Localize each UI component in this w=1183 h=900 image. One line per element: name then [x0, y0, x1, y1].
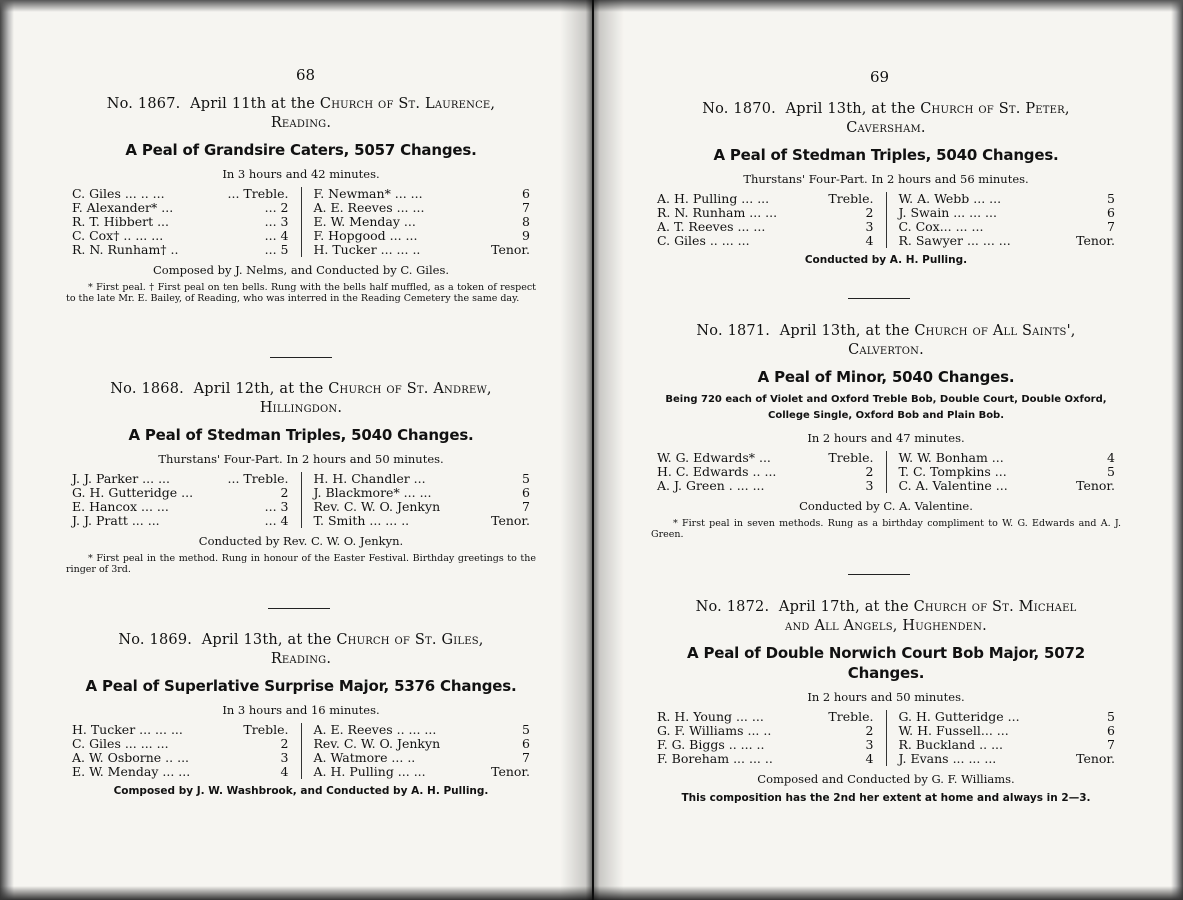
bell-number: Tenor. — [491, 513, 530, 528]
footnote: * First peal. † First peal on ten bells. Rung with the bells half muffled, as a token of respect to the late Mr. E. Bailey, of Reading, who was interred in the Reading Cemetery the same day. — [66, 282, 536, 304]
bell-number: Treble. — [828, 450, 874, 465]
ringer — [314, 229, 531, 243]
ringer-name: F. G. Biggs .. ... .. — [657, 737, 765, 752]
ringer-name: F. Newman* ... ... — [313, 186, 423, 201]
ringer-name: J. J. Pratt ... ... — [72, 513, 160, 528]
entry-heading — [651, 100, 1121, 138]
bell-number: 5 — [522, 471, 530, 486]
ringer — [72, 500, 289, 514]
ringer-name: F. Hopgood ... ... — [313, 228, 418, 243]
ringer-name: R. Sawyer ... ... ... — [898, 233, 1011, 248]
peal-methods: Being 720 each of Violet and Oxford Treble Bob, Double Court, Double Oxford, College Single, Oxford Bob and Plain Bob. — [665, 394, 1107, 421]
conducted-by: Conducted by C. A. Valentine. — [799, 499, 973, 513]
right-page — [594, 0, 1183, 900]
ringer — [657, 451, 874, 465]
entry-date: April 13th, at the — [779, 323, 910, 339]
section-divider — [848, 298, 910, 299]
entry-heading — [66, 380, 536, 418]
ringers-right — [301, 472, 537, 528]
conducted-by: Conducted by Rev. C. W. O. Jenkyn. — [198, 534, 404, 548]
ringer — [657, 710, 874, 724]
peal-time: In 3 hours and 16 minutes. — [222, 703, 380, 717]
bell-number: 8 — [522, 214, 530, 229]
peal-title: A Peal of Minor, 5040 Changes. — [757, 368, 1015, 386]
peal-time: In 2 hours and 47 minutes. — [807, 431, 965, 445]
ringer-name: C. Giles .. ... ... — [657, 233, 750, 248]
entry-heading — [651, 322, 1121, 360]
ringer — [72, 723, 289, 737]
entry-church: Church of St. Peter, — [920, 101, 1070, 117]
ringer-name: H. Tucker ... ... ... — [72, 722, 183, 737]
ringer-name: A. W. Osborne .. ... — [72, 750, 190, 765]
peal-time: In 2 hours and 50 minutes. — [807, 690, 965, 704]
bell-number: 9 — [522, 228, 530, 243]
ringer — [657, 738, 874, 752]
bell-number: 7 — [1107, 219, 1115, 234]
ringer-name: R. N. Runham† .. — [72, 242, 179, 257]
ringer — [72, 751, 289, 765]
ringer — [657, 465, 874, 479]
bell-number: 2 — [865, 205, 874, 220]
ringer — [899, 710, 1116, 724]
ringer — [899, 220, 1116, 234]
peal-time: In 3 hours and 42 minutes. — [222, 167, 380, 181]
ringer-name: J. Blackmore* ... ... — [313, 485, 432, 500]
ringers-left — [651, 192, 886, 248]
peal-title: A Peal of Double Norwich Court Bob Major, 5072 Changes. — [687, 644, 1085, 682]
ringer-name: A. H. Pulling ... ... — [657, 191, 770, 206]
ringer-name: G. H. Gutteridge ... — [898, 709, 1020, 724]
ringers-left — [66, 472, 301, 528]
peal-time: Thurstans' Four-Part. In 2 hours and 56 minutes. — [743, 172, 1029, 186]
ringer-name: R. H. Young ... ... — [657, 709, 764, 724]
ringers-right — [886, 192, 1122, 248]
ringer-name: R. Buckland .. ... — [898, 737, 1003, 752]
ringer-name: Rev. C. W. O. Jenkyn — [313, 736, 441, 751]
ringer — [72, 514, 289, 528]
entry-number: No. 1870. — [702, 101, 776, 117]
bell-number: ... 2 — [264, 200, 289, 215]
bell-number: 3 — [865, 478, 874, 493]
entry-church: Church of St. Michael — [913, 599, 1077, 615]
peal-entry-1868 — [66, 380, 536, 575]
peal-entry-1870 — [651, 100, 1121, 266]
ringer — [314, 723, 531, 737]
bell-number: Treble. — [243, 722, 289, 737]
page-edge-shadow — [1171, 0, 1183, 900]
ringer — [72, 187, 289, 201]
ringer — [899, 451, 1116, 465]
ringer-name: C. Giles ... ... ... — [72, 736, 169, 751]
entry-number: No. 1869. — [118, 632, 193, 648]
peal-entry-1869 — [66, 631, 536, 797]
bell-number: ... Treble. — [227, 186, 289, 201]
ringers-band — [651, 710, 1121, 766]
ringer-name: E. Hancox ... ... — [72, 499, 169, 514]
bell-number: 4 — [1107, 450, 1115, 465]
peal-entry-1867 — [66, 95, 536, 304]
bell-number: 7 — [522, 499, 530, 514]
ringer-name: J. Evans ... ... ... — [898, 751, 997, 766]
bell-number: 7 — [522, 200, 530, 215]
bell-number: 5 — [522, 722, 530, 737]
ringer-name: A. E. Reeves .. ... ... — [313, 722, 437, 737]
peal-entry-1872 — [651, 598, 1121, 804]
ringers-band — [651, 451, 1121, 493]
bell-number: 6 — [522, 485, 530, 500]
ringer-name: F. Alexander* ... — [72, 200, 174, 215]
ringer-name: G. H. Gutteridge ... — [72, 485, 194, 500]
ringers-left — [651, 710, 886, 766]
page-number: 68 — [296, 66, 316, 84]
ringer — [899, 752, 1116, 766]
page-edge-shadow — [594, 886, 1183, 900]
entry-church: Church of All Saints', — [914, 323, 1076, 339]
bell-number: Tenor. — [491, 242, 530, 257]
bell-number: 6 — [522, 736, 530, 751]
entry-place: Reading. — [270, 651, 332, 667]
ringer-name: A. E. Reeves ... ... — [313, 200, 425, 215]
ringer — [657, 724, 874, 738]
conducted-by: Composed and Conducted by G. F. Williams. — [757, 772, 1015, 786]
entry-place: Calverton. — [848, 342, 924, 358]
bell-number: Treble. — [828, 191, 874, 206]
bell-number: 5 — [1107, 709, 1115, 724]
ringer — [314, 514, 531, 528]
bell-number: Tenor. — [1076, 233, 1115, 248]
ringer — [314, 765, 531, 779]
entry-church: Church of St. Laurence, — [319, 96, 496, 112]
section-divider — [848, 574, 910, 575]
ringer-name: W. A. Webb ... ... — [898, 191, 1002, 206]
bell-number: 6 — [1107, 723, 1115, 738]
bell-number: Tenor. — [491, 764, 530, 779]
page-edge-shadow — [594, 0, 1183, 12]
bell-number: 2 — [280, 736, 289, 751]
ringer-name: A. J. Green . ... ... — [657, 478, 765, 493]
entry-heading — [66, 95, 536, 133]
ringer — [657, 234, 874, 248]
ringer-name: C. A. Valentine ... — [898, 478, 1008, 493]
ringer — [899, 738, 1116, 752]
ringer — [899, 724, 1116, 738]
ringers-left — [66, 187, 301, 257]
conducted-by: Composed by J. W. Washbrook, and Conducted by A. H. Pulling. — [113, 785, 489, 797]
section-divider — [268, 608, 330, 609]
ringer-name: R. N. Runham ... ... — [657, 205, 778, 220]
ringer-name: A. H. Pulling ... ... — [313, 764, 426, 779]
ringer-name: C. Cox† .. ... ... — [72, 228, 164, 243]
ringers-right — [886, 710, 1122, 766]
ringer — [314, 472, 531, 486]
entry-place: Hillingdon. — [259, 400, 343, 416]
entry-heading — [651, 598, 1121, 636]
ringer — [314, 201, 531, 215]
entry-date: April 11th at the — [190, 96, 316, 112]
ringer — [314, 751, 531, 765]
entry-number: No. 1867. — [106, 96, 181, 112]
ringer — [657, 220, 874, 234]
ringer-name: C. Giles ... .. ... — [72, 186, 165, 201]
section-divider — [270, 357, 332, 358]
ringer — [657, 479, 874, 493]
bell-number: ... 4 — [264, 228, 289, 243]
bell-number: 3 — [280, 750, 289, 765]
ringer — [314, 187, 531, 201]
bell-number: 6 — [522, 186, 530, 201]
peal-entry-1871 — [651, 322, 1121, 540]
ringer-name: H. Tucker ... ... .. — [313, 242, 421, 257]
ringer-name: W. H. Fussell... ... — [898, 723, 1009, 738]
entry-date: April 13th, at the — [785, 101, 916, 117]
ringer — [899, 234, 1116, 248]
entry-place: Caversham. — [846, 120, 926, 136]
entry-date: April 17th, at the — [778, 599, 909, 615]
peal-title: A Peal of Grandsire Caters, 5057 Changes. — [125, 141, 477, 159]
ringer-name: J. J. Parker ... ... — [72, 471, 170, 486]
bell-number: 5 — [1107, 464, 1115, 479]
ringer-name: E. W. Menday ... ... — [72, 764, 191, 779]
bell-number: 2 — [280, 485, 289, 500]
entry-number: No. 1871. — [696, 323, 771, 339]
page-edge-shadow — [0, 886, 592, 900]
ringer-name: E. W. Menday ... — [313, 214, 416, 229]
ringer-name: C. Cox... ... ... — [898, 219, 984, 234]
ringer-name: H. C. Edwards .. ... — [657, 464, 777, 479]
ringer — [899, 479, 1116, 493]
bell-number: 3 — [865, 219, 874, 234]
bell-number: 4 — [280, 764, 289, 779]
ringer — [72, 243, 289, 257]
footnote: * First peal in seven methods. Rung as a birthday compliment to W. G. Edwards and A. J. Green. — [651, 518, 1121, 540]
ringers-band — [651, 192, 1121, 248]
ringer-name: H. H. Chandler ... — [313, 471, 426, 486]
page-edge-shadow — [0, 0, 14, 900]
ringer — [72, 765, 289, 779]
ringers-band — [66, 187, 536, 257]
conducted-by: Composed by J. Nelms, and Conducted by C. Giles. — [152, 263, 450, 277]
ringer-name: A. T. Reeves ... ... — [657, 219, 766, 234]
entry-date: April 13th, at the — [201, 632, 332, 648]
ringers-band — [66, 472, 536, 528]
entry-place: Reading. — [270, 115, 332, 131]
bell-number: 4 — [865, 751, 874, 766]
ringer — [72, 229, 289, 243]
ringer-name: J. Swain ... ... ... — [898, 205, 997, 220]
ringer — [657, 192, 874, 206]
peal-title: A Peal of Stedman Triples, 5040 Changes. — [713, 146, 1059, 164]
bell-number: Tenor. — [1076, 751, 1115, 766]
bell-number: Tenor. — [1076, 478, 1115, 493]
ringer — [314, 215, 531, 229]
bell-number: 5 — [1107, 191, 1115, 206]
ringer-name: T. C. Tompkins ... — [898, 464, 1007, 479]
ringer — [657, 206, 874, 220]
bell-number: 6 — [1107, 205, 1115, 220]
ringer — [314, 500, 531, 514]
ringers-band — [66, 723, 536, 779]
peal-title: A Peal of Superlative Surprise Major, 5376 Changes. — [85, 677, 517, 695]
composition-note: This composition has the 2nd her extent at home and always in 2—3. — [681, 792, 1091, 804]
peal-time: Thurstans' Four-Part. In 2 hours and 50 minutes. — [158, 452, 444, 466]
entry-church: Church of St. Andrew, — [328, 381, 492, 397]
ringer-name: Rev. C. W. O. Jenkyn — [313, 499, 441, 514]
ringer — [314, 737, 531, 751]
ringer-name: G. F. Williams ... .. — [657, 723, 772, 738]
bell-number: Treble. — [828, 709, 874, 724]
ringer — [72, 215, 289, 229]
entry-number: No. 1868. — [110, 381, 184, 397]
ringers-left — [66, 723, 301, 779]
bell-number: 4 — [865, 233, 874, 248]
ringer — [72, 201, 289, 215]
ringers-right — [886, 451, 1122, 493]
ringer — [72, 472, 289, 486]
footnote: * First peal in the method. Rung in honour of the Easter Festival. Birthday greetings to the ringer of 3rd. — [66, 553, 536, 575]
ringer-name: R. T. Hibbert ... — [72, 214, 169, 229]
ringer — [314, 243, 531, 257]
bell-number: 7 — [522, 750, 530, 765]
ringers-right — [301, 187, 537, 257]
conducted-by: Conducted by A. H. Pulling. — [804, 254, 968, 266]
ringer-name: T. Smith ... ... .. — [313, 513, 410, 528]
ringer — [72, 737, 289, 751]
bell-number: 2 — [865, 723, 874, 738]
ringer — [72, 486, 289, 500]
ringer — [899, 192, 1116, 206]
entry-heading — [66, 631, 536, 669]
bell-number: ... 3 — [264, 214, 289, 229]
entry-church: Church of St. Giles, — [336, 632, 484, 648]
page-edge-shadow — [0, 0, 592, 12]
ringer — [314, 486, 531, 500]
ringer-name: W. G. Edwards* ... — [657, 450, 771, 465]
ringer-name: A. Watmore ... .. — [313, 750, 416, 765]
ringer — [899, 206, 1116, 220]
bell-number: ... Treble. — [227, 471, 289, 486]
bell-number: ... 4 — [264, 513, 289, 528]
ringer — [899, 465, 1116, 479]
bell-number: ... 5 — [264, 242, 289, 257]
peal-title: A Peal of Stedman Triples, 5040 Changes. — [128, 426, 474, 444]
bell-number: 3 — [865, 737, 874, 752]
page-number: 69 — [870, 68, 890, 86]
entry-date: April 12th, at the — [193, 381, 324, 397]
entry-number: No. 1872. — [695, 599, 770, 615]
ringer-name: W. W. Bonham ... — [898, 450, 1004, 465]
entry-place: and All Angels, Hughenden. — [785, 618, 987, 634]
ringer-name: F. Boreham ... ... .. — [657, 751, 773, 766]
bell-number: 2 — [865, 464, 874, 479]
ringers-left — [651, 451, 886, 493]
bell-number: ... 3 — [264, 499, 289, 514]
ringers-right — [301, 723, 537, 779]
bell-number: 7 — [1107, 737, 1115, 752]
ringer — [657, 752, 874, 766]
